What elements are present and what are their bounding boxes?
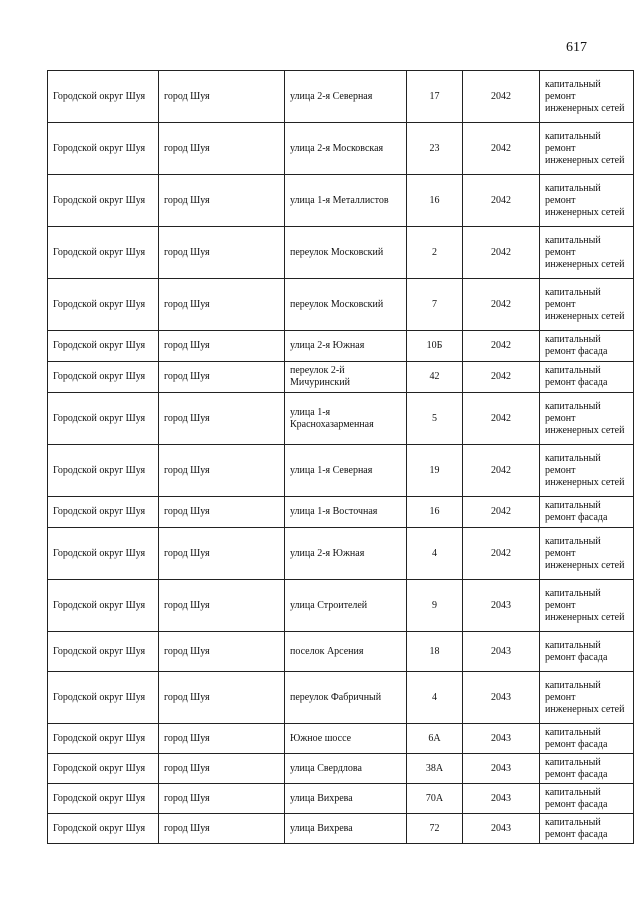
year-cell: 2043 xyxy=(463,724,540,754)
street-cell: улица 2-я Московская xyxy=(285,123,407,175)
city-cell: город Шуя xyxy=(159,362,285,393)
table-row xyxy=(48,580,634,632)
year-cell: 2043 xyxy=(463,754,540,784)
year-cell: 2042 xyxy=(463,71,540,123)
city-cell: город Шуя xyxy=(159,784,285,814)
table-row xyxy=(48,362,634,393)
district-cell: Городской округ Шуя xyxy=(48,528,159,580)
street-cell: переулок Московский xyxy=(285,227,407,279)
work-type-cell: капитальный ремонт фасада xyxy=(540,814,634,844)
table-row xyxy=(48,814,634,844)
page-number: 617 xyxy=(566,40,587,55)
table-row xyxy=(48,497,634,528)
work-type-cell: капитальный ремонт фасада xyxy=(540,784,634,814)
house-number-cell: 6А xyxy=(407,724,463,754)
year-cell: 2043 xyxy=(463,672,540,724)
street-cell: улица Свердлова xyxy=(285,754,407,784)
house-number-cell: 17 xyxy=(407,71,463,123)
repair-schedule-table xyxy=(47,70,634,844)
district-cell: Городской округ Шуя xyxy=(48,754,159,784)
work-type-cell: капитальный ремонт инженерных сетей xyxy=(540,580,634,632)
work-type-cell: капитальный ремонт инженерных сетей xyxy=(540,393,634,445)
district-cell: Городской округ Шуя xyxy=(48,331,159,362)
house-number-cell: 70А xyxy=(407,784,463,814)
year-cell: 2042 xyxy=(463,279,540,331)
street-cell: улица 2-я Северная xyxy=(285,71,407,123)
work-type-cell: капитальный ремонт инженерных сетей xyxy=(540,445,634,497)
house-number-cell: 4 xyxy=(407,528,463,580)
house-number-cell: 38А xyxy=(407,754,463,784)
work-type-cell: капитальный ремонт инженерных сетей xyxy=(540,71,634,123)
table-row xyxy=(48,279,634,331)
table-row xyxy=(48,528,634,580)
city-cell: город Шуя xyxy=(159,331,285,362)
city-cell: город Шуя xyxy=(159,497,285,528)
table-row xyxy=(48,754,634,784)
street-cell: улица Вихрева xyxy=(285,814,407,844)
house-number-cell: 18 xyxy=(407,632,463,672)
city-cell: город Шуя xyxy=(159,71,285,123)
city-cell: город Шуя xyxy=(159,393,285,445)
district-cell: Городской округ Шуя xyxy=(48,814,159,844)
house-number-cell: 16 xyxy=(407,175,463,227)
street-cell: переулок 2-й Мичуринский xyxy=(285,362,407,393)
district-cell: Городской округ Шуя xyxy=(48,362,159,393)
city-cell: город Шуя xyxy=(159,528,285,580)
street-cell: улица 1-я Восточная xyxy=(285,497,407,528)
district-cell: Городской округ Шуя xyxy=(48,123,159,175)
year-cell: 2042 xyxy=(463,331,540,362)
year-cell: 2042 xyxy=(463,227,540,279)
street-cell: улица 2-я Южная xyxy=(285,528,407,580)
work-type-cell: капитальный ремонт фасада xyxy=(540,724,634,754)
work-type-cell: капитальный ремонт фасада xyxy=(540,632,634,672)
table-row xyxy=(48,71,634,123)
street-cell: Южное шоссе xyxy=(285,724,407,754)
street-cell: улица Строителей xyxy=(285,580,407,632)
street-cell: улица Вихрева xyxy=(285,784,407,814)
street-cell: переулок Фабричный xyxy=(285,672,407,724)
city-cell: город Шуя xyxy=(159,632,285,672)
house-number-cell: 23 xyxy=(407,123,463,175)
district-cell: Городской округ Шуя xyxy=(48,393,159,445)
year-cell: 2043 xyxy=(463,580,540,632)
year-cell: 2043 xyxy=(463,632,540,672)
district-cell: Городской округ Шуя xyxy=(48,227,159,279)
table-row xyxy=(48,123,634,175)
city-cell: город Шуя xyxy=(159,580,285,632)
table-row xyxy=(48,331,634,362)
house-number-cell: 10Б xyxy=(407,331,463,362)
table-row xyxy=(48,784,634,814)
work-type-cell: капитальный ремонт инженерных сетей xyxy=(540,672,634,724)
year-cell: 2042 xyxy=(463,497,540,528)
street-cell: улица 1-я Краснохазарменная xyxy=(285,393,407,445)
table-row xyxy=(48,227,634,279)
district-cell: Городской округ Шуя xyxy=(48,497,159,528)
year-cell: 2042 xyxy=(463,123,540,175)
street-cell: поселок Арсения xyxy=(285,632,407,672)
city-cell: город Шуя xyxy=(159,672,285,724)
year-cell: 2042 xyxy=(463,362,540,393)
district-cell: Городской округ Шуя xyxy=(48,632,159,672)
street-cell: переулок Московский xyxy=(285,279,407,331)
table-row xyxy=(48,445,634,497)
city-cell: город Шуя xyxy=(159,445,285,497)
city-cell: город Шуя xyxy=(159,279,285,331)
work-type-cell: капитальный ремонт инженерных сетей xyxy=(540,528,634,580)
house-number-cell: 16 xyxy=(407,497,463,528)
year-cell: 2042 xyxy=(463,528,540,580)
work-type-cell: капитальный ремонт инженерных сетей xyxy=(540,227,634,279)
work-type-cell: капитальный ремонт фасада xyxy=(540,754,634,784)
table-row xyxy=(48,175,634,227)
street-cell: улица 2-я Южная xyxy=(285,331,407,362)
year-cell: 2042 xyxy=(463,175,540,227)
house-number-cell: 9 xyxy=(407,580,463,632)
house-number-cell: 42 xyxy=(407,362,463,393)
table-row xyxy=(48,393,634,445)
city-cell: город Шуя xyxy=(159,123,285,175)
district-cell: Городской округ Шуя xyxy=(48,445,159,497)
house-number-cell: 4 xyxy=(407,672,463,724)
work-type-cell: капитальный ремонт фасада xyxy=(540,497,634,528)
house-number-cell: 72 xyxy=(407,814,463,844)
city-cell: город Шуя xyxy=(159,227,285,279)
city-cell: город Шуя xyxy=(159,754,285,784)
city-cell: город Шуя xyxy=(159,724,285,754)
street-cell: улица 1-я Северная xyxy=(285,445,407,497)
street-cell: улица 1-я Металлистов xyxy=(285,175,407,227)
year-cell: 2042 xyxy=(463,393,540,445)
year-cell: 2042 xyxy=(463,445,540,497)
work-type-cell: капитальный ремонт инженерных сетей xyxy=(540,123,634,175)
work-type-cell: капитальный ремонт инженерных сетей xyxy=(540,279,634,331)
district-cell: Городской округ Шуя xyxy=(48,724,159,754)
year-cell: 2043 xyxy=(463,784,540,814)
district-cell: Городской округ Шуя xyxy=(48,175,159,227)
district-cell: Городской округ Шуя xyxy=(48,71,159,123)
city-cell: город Шуя xyxy=(159,814,285,844)
house-number-cell: 2 xyxy=(407,227,463,279)
table-body xyxy=(48,71,634,844)
district-cell: Городской округ Шуя xyxy=(48,580,159,632)
house-number-cell: 19 xyxy=(407,445,463,497)
table-row xyxy=(48,632,634,672)
table-row xyxy=(48,672,634,724)
work-type-cell: капитальный ремонт фасада xyxy=(540,331,634,362)
year-cell: 2043 xyxy=(463,814,540,844)
district-cell: Городской округ Шуя xyxy=(48,672,159,724)
house-number-cell: 7 xyxy=(407,279,463,331)
table-row xyxy=(48,724,634,754)
work-type-cell: капитальный ремонт инженерных сетей xyxy=(540,175,634,227)
house-number-cell: 5 xyxy=(407,393,463,445)
district-cell: Городской округ Шуя xyxy=(48,279,159,331)
city-cell: город Шуя xyxy=(159,175,285,227)
work-type-cell: капитальный ремонт фасада xyxy=(540,362,634,393)
district-cell: Городской округ Шуя xyxy=(48,784,159,814)
